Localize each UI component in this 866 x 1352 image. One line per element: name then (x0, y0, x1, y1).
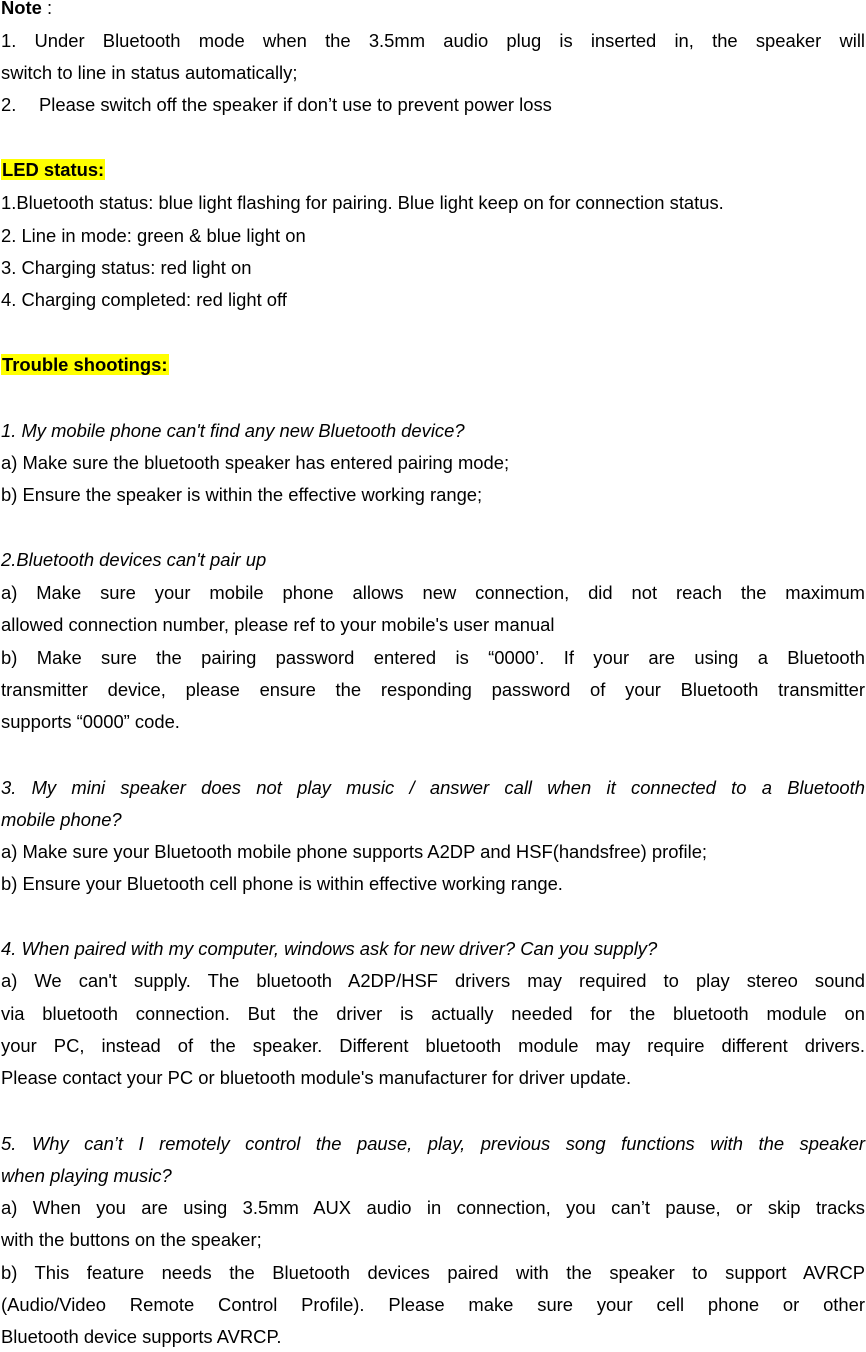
answer-2b-line-2: transmitter device, please ensure the responding password of your Bluetooth transmitter (1, 679, 865, 700)
answer-3a: a) Make sure your Bluetooth mobile phone supports A2DP and HSF(handsfree) profile; (1, 841, 708, 862)
answer-2b-line-3: supports “0000” code. (1, 711, 180, 732)
question-5-line-2: when playing music? (1, 1165, 172, 1186)
question-3-line-1: 3. My mini speaker does not play music / answer call when it connected to a Bluetooth (1, 777, 865, 798)
answer-2a-line-1: a) Make sure your mobile phone allows new connection, did not reach the maximum (1, 582, 865, 603)
answer-3b: b) Ensure your Bluetooth cell phone is within effective working range. (1, 873, 563, 894)
answer-5a-line-1: a) When you are using 3.5mm AUX audio in connection, you can’t pause, or skip tracks (1, 1197, 865, 1218)
answer-2b-line-1: b) Make sure the pairing password entered is “0000’. If your are using a Bluetooth (1, 647, 865, 668)
answer-5b-line-1: b) This feature needs the Bluetooth devices paired with the speaker to support AVRCP (1, 1262, 865, 1283)
answer-4a-line-4: Please contact your PC or bluetooth module's manufacturer for driver update. (1, 1067, 632, 1088)
led-item: 1.Bluetooth status: blue light flashing for pairing. Blue light keep on for connection status. (1, 192, 724, 213)
answer-1a: a) Make sure the bluetooth speaker has entered pairing mode; (1, 452, 510, 473)
note-item-1-line-2: switch to line in status automatically; (1, 62, 298, 83)
note-label: Note (1, 0, 42, 18)
question-3-line-2: mobile phone? (1, 809, 122, 830)
note-item-2-number: 2. (1, 94, 17, 115)
answer-5b-line-3: Bluetooth device supports AVRCP. (1, 1326, 282, 1347)
led-heading: LED status: (2, 159, 105, 180)
note-item-2-text: Please switch off the speaker if don’t use to prevent power loss (39, 94, 552, 115)
question-5-line-1: 5. Why can’t I remotely control the pause, play, previous song functions with the speaker (1, 1133, 865, 1154)
question-1: 1. My mobile phone can't find any new Bluetooth device? (1, 420, 465, 441)
answer-5b-line-2: (Audio/Video Remote Control Profile). Please make sure your cell phone or other (1, 1294, 865, 1315)
note-item-2 (1, 94, 865, 116)
answer-2a-line-2: allowed connection number, please ref to your mobile's user manual (1, 614, 555, 635)
led-heading-line (1, 159, 865, 181)
led-item: 3. Charging status: red light on (1, 257, 252, 278)
led-item: 4. Charging completed: red light off (1, 289, 287, 310)
answer-4a-line-1: a) We can't supply. The bluetooth A2DP/HSF drivers may required to play stereo sound (1, 970, 865, 991)
question-4: 4. When paired with my computer, windows ask for new driver? Can you supply? (1, 938, 658, 959)
trouble-heading-line (1, 354, 865, 376)
led-item: 2. Line in mode: green & blue light on (1, 225, 306, 246)
answer-1b: b) Ensure the speaker is within the effective working range; (1, 484, 483, 505)
answer-5a-line-2: with the buttons on the speaker; (1, 1229, 262, 1250)
note-separator: : (41, 0, 53, 18)
answer-4a-line-3: your PC, instead of the speaker. Different bluetooth module may require different drivers. (1, 1035, 865, 1056)
note-item-1-line-1: 1. Under Bluetooth mode when the 3.5mm audio plug is inserted in, the speaker will (1, 30, 865, 51)
question-2: 2.Bluetooth devices can't pair up (1, 549, 267, 570)
note-line (1, 0, 865, 19)
trouble-heading: Trouble shootings: (2, 354, 168, 375)
answer-4a-line-2: via bluetooth connection. But the driver is actually needed for the bluetooth module on (1, 1003, 865, 1024)
